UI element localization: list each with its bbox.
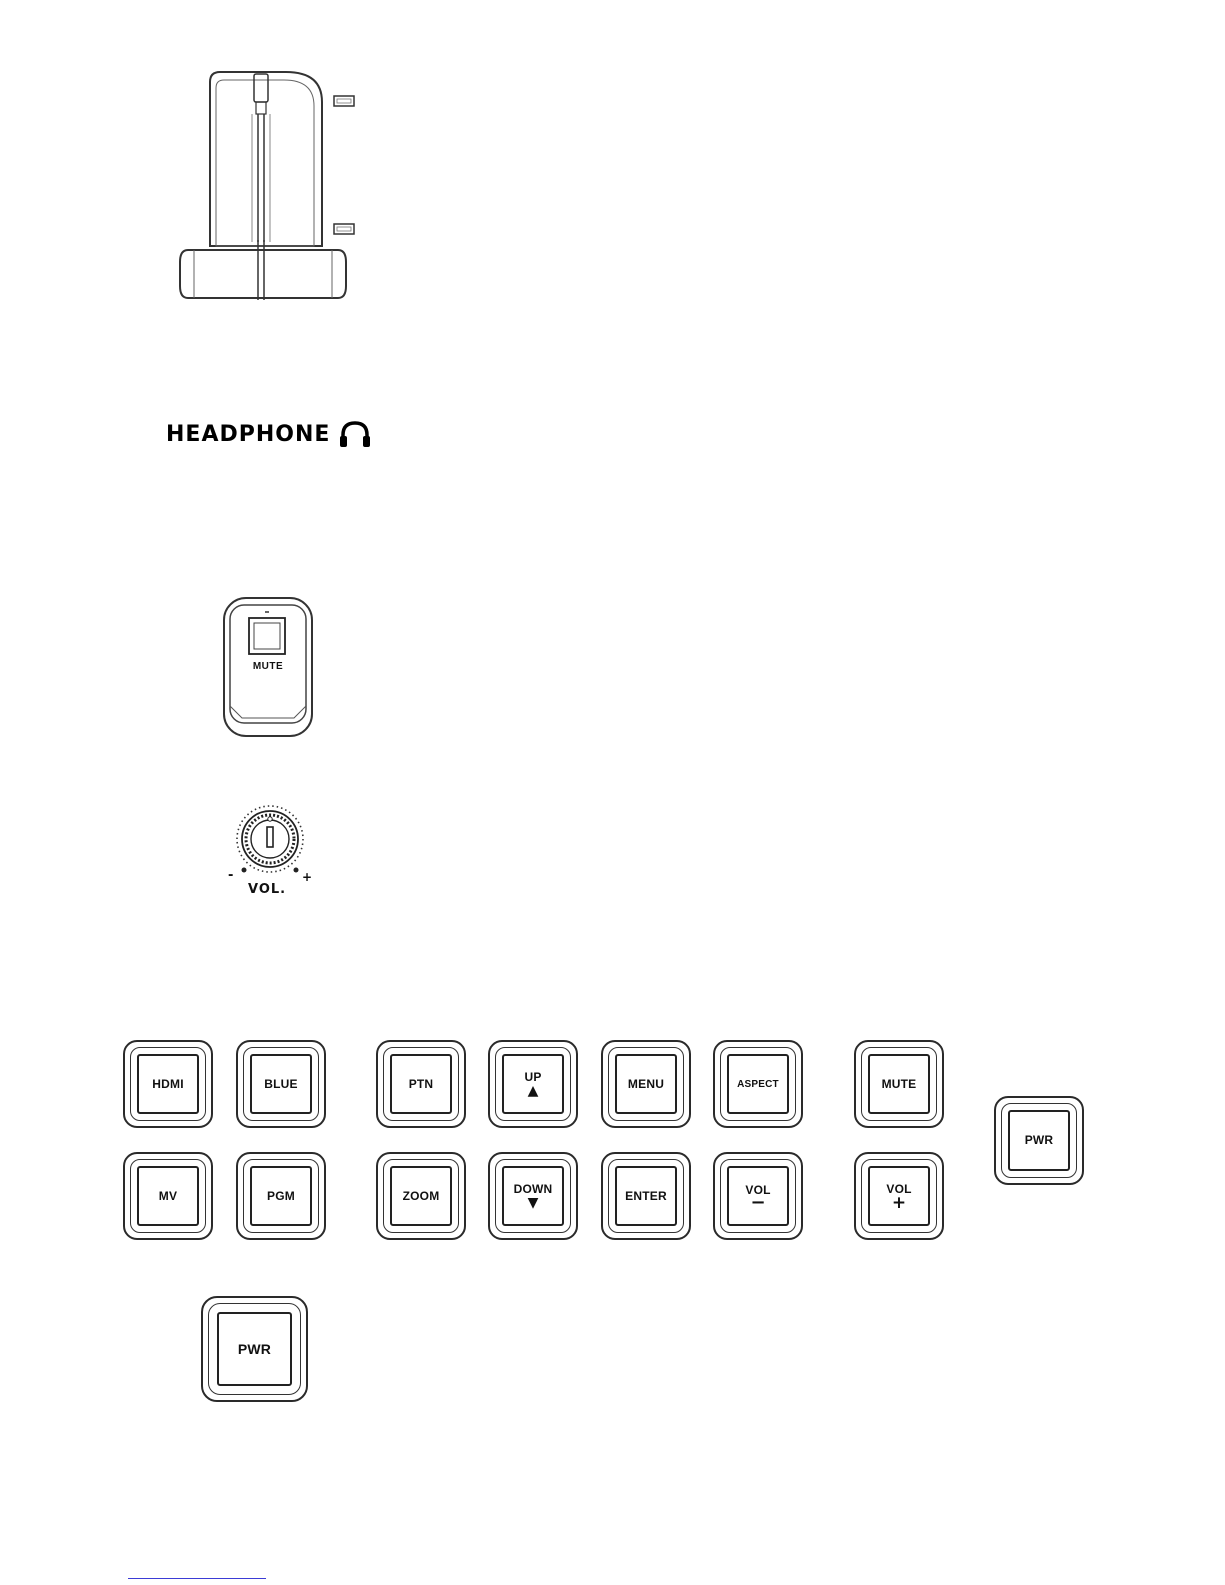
- volume-label: VOL.: [248, 882, 287, 897]
- hdmi-button-label: HDMI: [152, 1076, 184, 1091]
- pwr-button-large[interactable]: [201, 1296, 308, 1402]
- up-arrow-icon: ▲: [527, 1082, 539, 1099]
- footer-link-underline[interactable]: [128, 1578, 266, 1579]
- down-button-label: DOWN: [513, 1181, 553, 1196]
- aspect-button-label: ASPECT: [737, 1078, 779, 1090]
- blue-button-label: BLUE: [264, 1076, 298, 1091]
- down-arrow-icon: ▼: [527, 1194, 539, 1211]
- fader-module: [166, 62, 366, 312]
- mute-button-label: MUTE: [881, 1076, 917, 1091]
- up-button[interactable]: [488, 1040, 578, 1128]
- vol-minus-button-label: VOL: [745, 1182, 771, 1197]
- mute-button[interactable]: [854, 1040, 944, 1128]
- mv-button[interactable]: [123, 1152, 213, 1240]
- pgm-button-label: PGM: [267, 1188, 295, 1203]
- ptn-button-label: PTN: [408, 1076, 434, 1091]
- vol-minus-button[interactable]: [713, 1152, 803, 1240]
- enter-button[interactable]: [601, 1152, 691, 1240]
- volume-knob: [222, 796, 322, 897]
- headphone-icon: [338, 420, 372, 448]
- menu-button[interactable]: [601, 1040, 691, 1128]
- headphone-label-row: [166, 420, 372, 448]
- enter-button-label: ENTER: [625, 1188, 667, 1203]
- aspect-button[interactable]: [713, 1040, 803, 1128]
- pwr-small-button-label: PWR: [1024, 1133, 1054, 1147]
- menu-button-label: MENU: [627, 1076, 665, 1091]
- zoom-button-label: ZOOM: [402, 1188, 440, 1203]
- headphone-label: HEADPHONE: [166, 421, 331, 447]
- up-button-label: UP: [524, 1069, 542, 1084]
- zoom-button[interactable]: [376, 1152, 466, 1240]
- ptn-button[interactable]: [376, 1040, 466, 1128]
- pwr-large-button-label: PWR: [237, 1340, 272, 1357]
- mv-button-label: MV: [158, 1188, 178, 1203]
- volume-plus-label: +: [302, 870, 313, 884]
- pgm-button[interactable]: [236, 1152, 326, 1240]
- fader-icon: [166, 62, 366, 312]
- blue-button[interactable]: [236, 1040, 326, 1128]
- pwr-button-small[interactable]: [994, 1096, 1084, 1185]
- mute-module-label: MUTE: [252, 661, 284, 672]
- minus-icon: −: [750, 1191, 766, 1213]
- vol-plus-button[interactable]: [854, 1152, 944, 1240]
- volume-minus-label: -: [228, 868, 234, 883]
- down-button[interactable]: [488, 1152, 578, 1240]
- mute-module: [222, 596, 314, 738]
- plus-icon: +: [891, 1192, 907, 1213]
- vol-plus-button-label: VOL: [886, 1181, 912, 1196]
- hdmi-button[interactable]: [123, 1040, 213, 1128]
